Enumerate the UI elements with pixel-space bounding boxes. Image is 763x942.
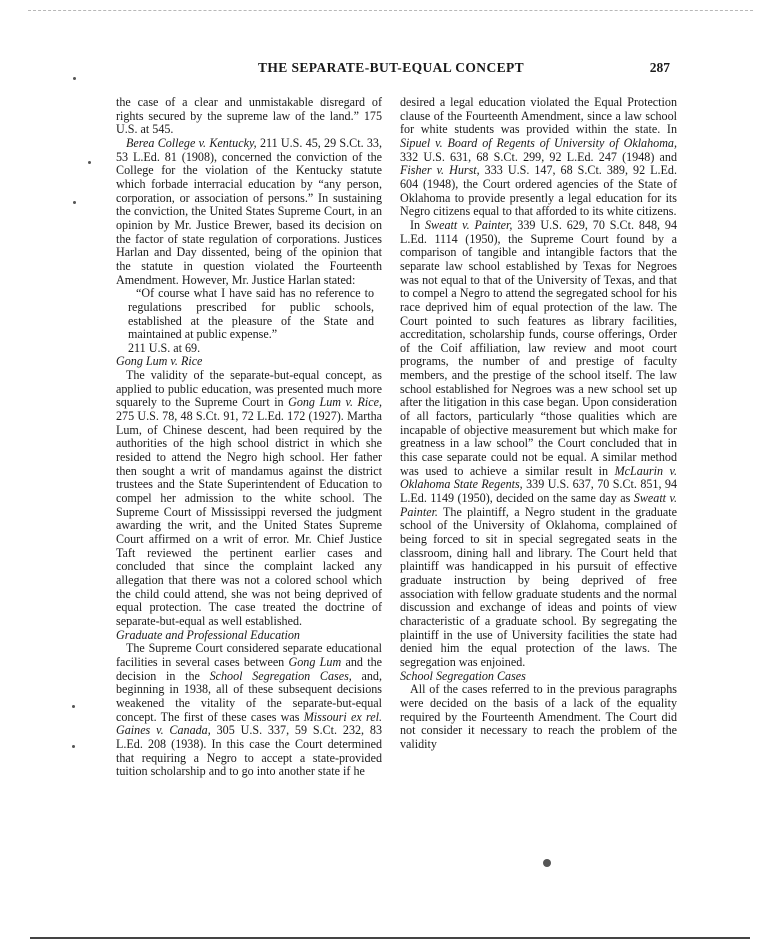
margin-speck bbox=[73, 77, 76, 80]
bottom-edge-rule bbox=[30, 937, 750, 939]
page-number: 287 bbox=[649, 60, 670, 75]
case-name: Missouri ex rel. Gaines v. Canada, bbox=[116, 709, 382, 738]
case-name: Gong Lum bbox=[288, 654, 342, 669]
paragraph-gong-lum: The validity of the separate-but-equal concept, as applied to public education, was presented much more squarely to the Supreme Court in Gong Lum v. Rice, 275 U.S. 78, 48 S.Ct. 91, 72 L.Ed. 172 (1927). Martha Lum, of Chinese descent, had been required by the authorities of the high school district in which she resided to attend the Negro high school. Her father then sought a writ of mandamus against the district trustees and the State Superintendent of Education to compel her admission to the white school. The Supreme Court of Mississippi reversed the judgment awarding the writ, and the United States Supreme Court affirmed on a writ of error. Mr. Chief Justice Taft reviewed the pertinent earlier cases and concluded that since the complaint lacked any allegation that there was not a colored school which the child could attend, she was not being deprived of equal protection. The case treated the doctrine of separate-but-equal as well established. bbox=[116, 368, 382, 628]
section-heading-graduate: Graduate and Professional Education bbox=[116, 627, 300, 642]
paragraph-sipuel: desired a legal education violated the Equal Protection clause of the Fourteenth Amendment, since a law school for white students was provided within the state. In Sipuel v. Board of Regents of University of Oklahoma, 332 U.S. 631, 68 S.Ct. 299, 92 L.Ed. 247 (1948) and Fisher v. Hurst, 333 U.S. 147, 68 S.Ct. 389, 92 L.Ed. 604 (1948), the Court ordered agencies of the State of Oklahoma to provide presently a legal education for its Negro citizens equal to that afforded to its white citizens. bbox=[400, 95, 677, 219]
margin-speck bbox=[72, 705, 75, 708]
paragraph-school-segregation: All of the cases referred to in the previous paragraphs were decided on the basis of a lack of the equality required by the Fourteenth Amendment. The Court did not consider it necessary to reach the problem of the validity bbox=[400, 682, 677, 751]
section-heading-school-segregation: School Segregation Cases bbox=[400, 668, 526, 683]
case-name: Gong Lum v. Rice, bbox=[288, 395, 382, 410]
case-name: Fisher v. Hurst, bbox=[400, 163, 480, 178]
margin-speck bbox=[72, 745, 75, 748]
section-heading-gong-lum: Gong Lum v. Rice bbox=[116, 354, 203, 369]
case-name: Sipuel v. Board of Regents of University of Oklahoma, bbox=[400, 135, 677, 150]
margin-speck bbox=[73, 201, 76, 204]
paragraph: the case of a clear and unmistakable disregard of rights secured by the supreme law of the land.” 175 U.S. at 545. bbox=[116, 95, 382, 137]
paragraph-sweatt: In Sweatt v. Painter, 339 U.S. 629, 70 S.Ct. 848, 94 L.Ed. 1114 (1950), the Supreme Court found by a comparison of tangible and intangible factors that the separate law school established by Texas for Negroes was not equal to that of the University of Texas, and that to compel a Negro to attend the segregated school for his race deprived him of equal protection of the law. The Court pointed to such features as library facilities, accreditation, scholarship funds, course offerings, Order of the Coif affiliation, law review and moot court programs, the number of and prestige of faculty members, and the prestige of the school itself. The law school established for Negroes was a new school set up after the litigation in this case began. Upon consideration of all factors, particularly “those qualities which are incapable of objective measurement but which make for greatness in a law school” the Court concluded that in this case separate could not be equal. A similar method was used to achieve a similar result in McLaurin v. Oklahoma State Regents, 339 U.S. 637, 70 S.Ct. 851, 94 L.Ed. 1149 (1950), decided on the same day as Sweatt v. Painter. The plaintiff, a Negro student in the graduate school of the University of Oklahoma, complained of being forced to sit in special segregated seats in the classroom, dining hall and library. The Court held that plaintiff was handicapped in his pursuit of effective graduate instruction by being deprived of free association with fellow graduate students and the normal discussion and exchange of ideas and points of view characteristic of a graduate school. By segregating the plaintiff in the use of University facilities the state had denied him the equal protection of the laws. The segregation was enjoined. bbox=[400, 217, 678, 669]
left-column bbox=[116, 96, 382, 779]
ink-dot bbox=[543, 859, 551, 867]
block-quote: “Of course what I have said has no reference to regulations prescribed for public schools, established at the pleasure of the State and maintained at public expense.” bbox=[128, 286, 374, 342]
right-column bbox=[400, 96, 677, 752]
top-edge-rule bbox=[28, 10, 753, 11]
case-name: Sweatt v. Painter. bbox=[400, 491, 677, 519]
quote-citation: 211 U.S. at 69. bbox=[128, 340, 201, 355]
case-name: McLaurin v. Oklahoma State Regents, bbox=[400, 463, 677, 492]
page-header bbox=[118, 60, 678, 78]
margin-speck bbox=[88, 161, 91, 164]
case-name: Sweatt v. Painter, bbox=[424, 217, 513, 232]
running-head: THE SEPARATE-BUT-EQUAL CONCEPT bbox=[258, 60, 525, 75]
case-name: Berea College v. Kentucky, bbox=[126, 135, 257, 150]
paragraph-berea: Berea College v. Kentucky, 211 U.S. 45, 29 S.Ct. 33, 53 L.Ed. 81 (1908), concerned the conviction of the College for the violation of the Kentucky statute which forbade interracial education by “any person, corporation, or association of persons.” In sustaining the conviction, the United States Supreme Court, in an opinion by Mr. Justice Brewer, based its decision on the factor of state regulation of corporations. Justices Harlan and Day dissented, being of the opinion that the statute in question violated the Fourteenth Amendment. However, Mr. Justice Harlan stated: bbox=[116, 135, 382, 287]
case-name: School Segregation Cases, bbox=[209, 668, 352, 683]
paragraph-graduate: The Supreme Court considered separate educational facilities in several cases between Gong Lum and the decision in the School Segregation Cases, and, beginning in 1938, all of these subsequent decisions weakened the vitality of the separate-but-equal concept. The first of these cases was Missouri ex rel. Gaines v. Canada, 305 U.S. 337, 59 S.Ct. 232, 83 L.Ed. 208 (1938). In this case the Court determined that requiring a Negro to accept a state-provided tuition scholarship and to go into another state if he bbox=[116, 641, 382, 779]
